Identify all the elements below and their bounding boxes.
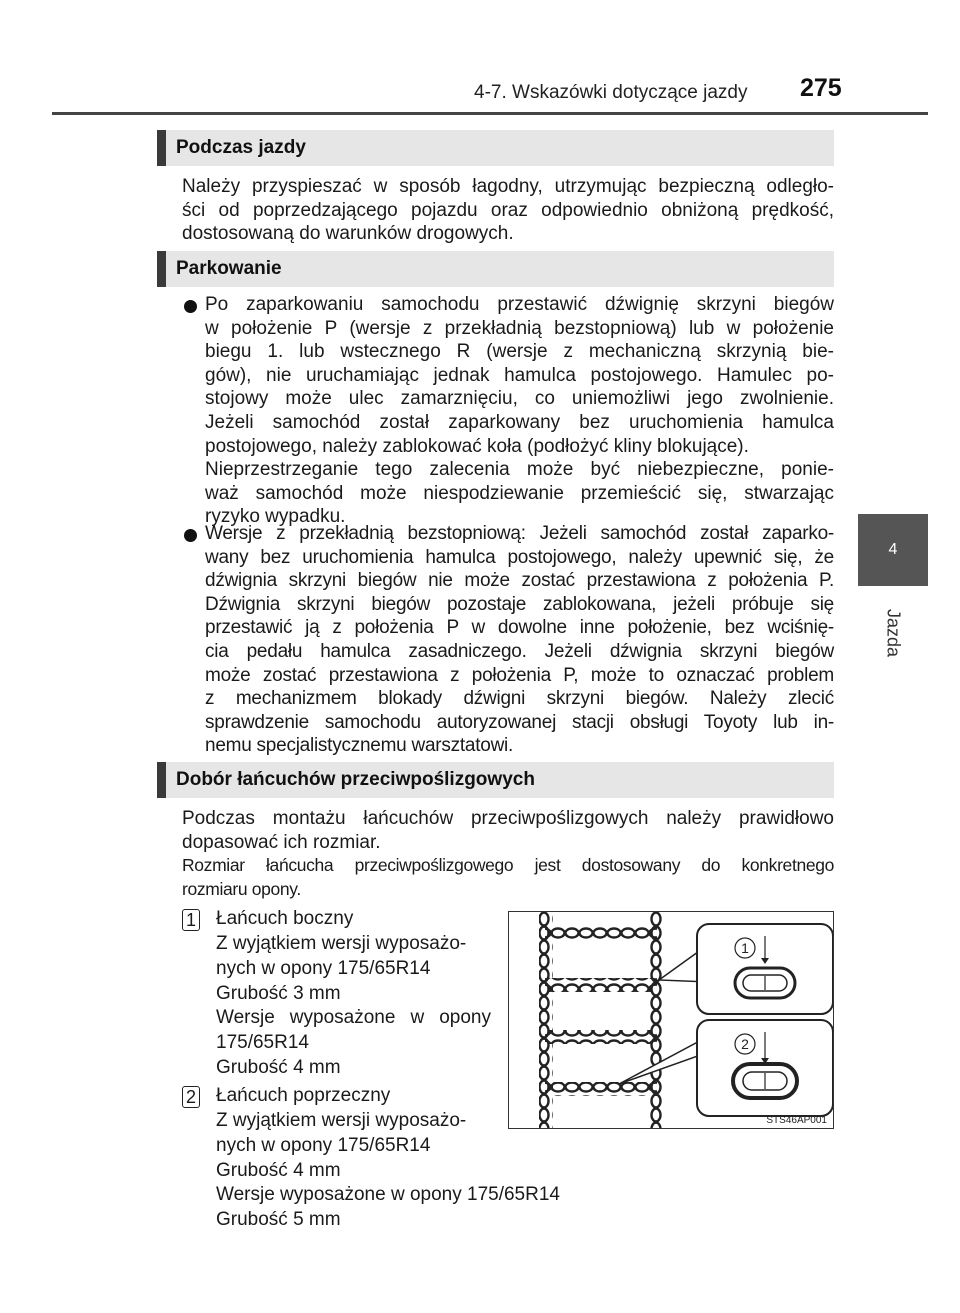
- text-line: Po zaparkowaniu samochodu przestawić dźwignię skrzyni biegów: [205, 294, 834, 315]
- text-line: rozmiaru opony.: [182, 878, 301, 899]
- item1-line: Z wyjątkiem wersji wyposażo-: [216, 933, 467, 954]
- text-line: waż samochód może niespodziewanie przemieścić się, stwarzając: [205, 482, 834, 504]
- cross-chain: [545, 1030, 657, 1044]
- text-line: gów), nie uruchamiając jednak hamulca postojowego. Hamulec po-: [205, 364, 834, 386]
- text-line: biegu 1. lub wstecznego R (wersje z mechaniczną skrzynią bie-: [205, 341, 834, 363]
- figure-callout-1: 1: [741, 940, 749, 956]
- cross-chain: [545, 978, 657, 992]
- text-line: postojowego, należy zablokować koła (podłożyć kliny blokujące).: [205, 435, 749, 457]
- item1-title: Łańcuch boczny: [216, 908, 354, 929]
- item2-line: Z wyjątkiem wersji wyposażo-: [216, 1110, 467, 1131]
- text-line: Dźwignia skrzyni biegów pozostaje zablokowana, jeżeli próbuje się: [205, 593, 834, 615]
- text-line: dostosowaną do warunków drogowych.: [182, 223, 514, 245]
- text-line: z mechanizmem blokady dźwigni skrzyni biegów. Należy zlecić: [205, 688, 834, 710]
- bullet-icon: [184, 300, 197, 313]
- bullet-icon: [184, 529, 197, 542]
- item1-line: Grubość 4 mm: [216, 1057, 341, 1078]
- text-line: w położenie P (wersje z przekładnią bezstopniową) lub w położenie: [205, 317, 834, 339]
- item2-line: Grubość 4 mm: [216, 1160, 341, 1181]
- text-line: Wersje z przekładnią bezstopniową: Jeżeli samochód został zaparko-: [205, 523, 834, 544]
- parking-bullet-2: [205, 522, 834, 758]
- text-line: nemu specjalistycznemu warsztatowi.: [205, 735, 514, 757]
- item1-line: Wersje wyposażone w opony: [216, 1007, 491, 1028]
- chains-intro: [182, 807, 834, 854]
- side-chain-left: [539, 912, 553, 1129]
- text-line: Podczas montażu łańcuchów przeciwpoślizgowych należy prawidłowo: [182, 808, 834, 829]
- chains-note: [182, 854, 834, 901]
- text-line: Rozmiar łańcucha przeciwpoślizgowego jest dostosowany do konkretnego: [182, 855, 834, 875]
- figure-callout-2: 2: [741, 1036, 749, 1052]
- text-line: dopasować ich rozmiar.: [182, 831, 381, 853]
- text-line: ryzyko wypadku.: [205, 506, 346, 528]
- item1-line: nych w opony 175/65R14: [216, 958, 431, 979]
- cross-chain: [545, 926, 657, 940]
- item2-line: Wersje wyposażone w opony 175/65R14: [216, 1184, 560, 1205]
- text-line: Jeżeli samochód został zaparkowany bez uruchomienia hamulca: [205, 411, 834, 433]
- text-line: Nieprzestrzeganie tego zalecenia może być niebezpieczne, ponie-: [205, 459, 834, 481]
- item2-title: Łańcuch poprzeczny: [216, 1085, 391, 1106]
- parking-bullet-1: [205, 293, 834, 529]
- running-header-section: 4-7. Wskazówki dotyczące jazdy: [474, 82, 748, 103]
- section-heading-driving: Podczas jazdy: [157, 130, 834, 166]
- figure-code: STS46AP001: [766, 1115, 827, 1126]
- section-heading-parking: Parkowanie: [157, 251, 834, 287]
- cross-chain: [545, 1082, 657, 1096]
- text-line: Należy przyspieszać w sposób łagodny, utrzymując bezpieczną odległo-: [182, 176, 834, 197]
- driving-paragraph: [182, 175, 834, 246]
- chapter-label: Jazda: [883, 608, 904, 658]
- text-line: ści od poprzedzającego pojazdu oraz odpowiednio obniżoną prędkość,: [182, 199, 834, 221]
- item1-line: Grubość 3 mm: [216, 983, 341, 1004]
- snow-chain-illustration: [508, 911, 834, 1129]
- item2-line: Grubość 5 mm: [216, 1209, 341, 1230]
- text-line: wany bez uruchomienia hamulca postojowego, należy upewnić się, że: [205, 546, 834, 568]
- item-number-badge: 2: [182, 1086, 200, 1108]
- page-number: 275: [800, 74, 842, 102]
- item1-line: 175/65R14: [216, 1032, 309, 1053]
- text-line: cia pedału hamulca zasadniczego. Jeżeli dźwignia skrzyni biegów: [205, 640, 834, 662]
- text-line: może zostać przestawiona z położenia P, może to oznaczać problem: [205, 664, 834, 686]
- chapter-tab: 4: [858, 514, 928, 586]
- text-line: stojowy może ulec zamarznięciu, co uniemożliwi jego zwolnienie.: [205, 388, 834, 410]
- item2-line: nych w opony 175/65R14: [216, 1135, 431, 1156]
- text-line: sprawdzenie samochodu autoryzowanej stacji obsługi Toyoty lub in-: [205, 711, 834, 733]
- side-chain-right: [649, 912, 663, 1129]
- section-heading-snow-chains: Dobór łańcuchów przeciwpoślizgowych: [157, 762, 834, 798]
- item-number-badge: 1: [182, 909, 200, 931]
- snow-chain-drawing: [509, 912, 834, 1129]
- text-line: dźwignia skrzyni biegów nie może zostać przestawiona z położenia P.: [205, 570, 834, 592]
- header-divider: [52, 112, 928, 115]
- text-line: przestawić ją z położenia P w dowolne inne położenie, bez wciśnię-: [205, 617, 834, 639]
